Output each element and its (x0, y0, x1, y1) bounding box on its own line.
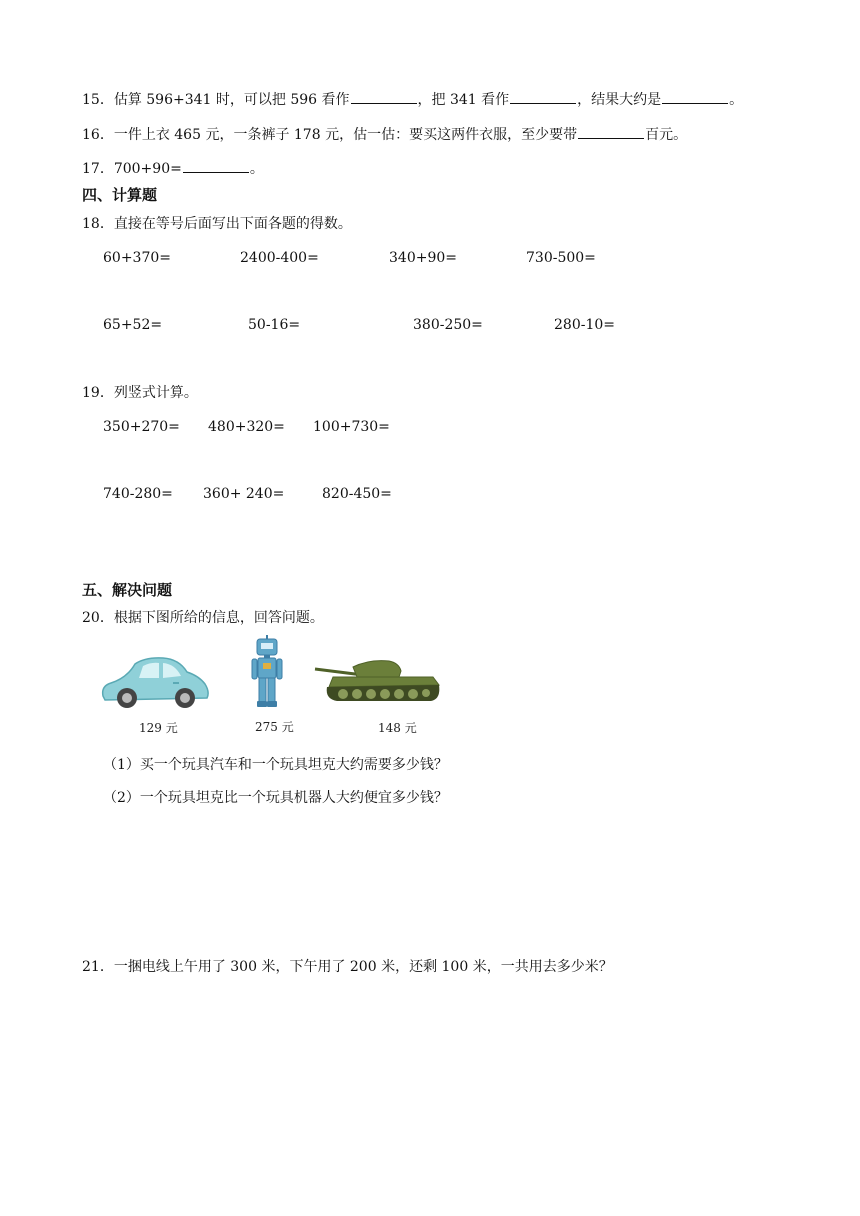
calc-item: 350+270= (103, 419, 180, 435)
calc-item: 820-450= (322, 486, 392, 502)
question-20 (82, 608, 324, 628)
calc-item: 360+ 240= (203, 486, 285, 502)
calc-item: 50-16= (248, 317, 301, 333)
answer-blank[interactable] (510, 89, 576, 104)
question-text: 估算 596+341 时，可以把 596 看作 (113, 92, 350, 108)
question-18 (82, 214, 352, 234)
toy-car-icon (99, 656, 211, 710)
question-text: 一件上衣 465 元，一条裤子 178 元，估一估：要买这两件衣服，至少要带 (113, 127, 578, 143)
calc-item: 60+370= (103, 250, 171, 266)
question-16 (82, 124, 687, 145)
question-text: 。 (729, 92, 744, 108)
question-15 (82, 89, 743, 110)
price-label: 129 元 (139, 721, 178, 735)
toy-tank-icon (313, 655, 441, 707)
answer-blank[interactable] (351, 89, 417, 104)
calc-item: 65+52= (103, 317, 163, 333)
question-17 (82, 158, 264, 179)
question-number: 15． (82, 92, 114, 108)
section-heading: 五、解决问题 (82, 581, 173, 599)
calc-item: 100+730= (313, 419, 390, 435)
calc-item: 340+90= (389, 250, 457, 266)
question-number: 19． (82, 385, 114, 401)
question-number: 17． (82, 161, 114, 177)
section-heading: 四、计算题 (82, 186, 158, 204)
price-label: 275 元 (255, 720, 294, 734)
question-number: 18． (82, 216, 114, 232)
calc-item: 2400-400= (240, 250, 319, 266)
question-number: 20． (82, 610, 114, 626)
question-number: 16． (82, 127, 114, 143)
question-text: 700+90= (113, 161, 182, 177)
answer-blank[interactable] (183, 158, 249, 173)
sub-question-2: （2）一个玩具坦克比一个玩具机器人大约便宜多少钱？ (103, 790, 448, 806)
price-label: 148 元 (378, 721, 417, 735)
question-text: ，把 341 看作 (417, 92, 510, 108)
question-text: 根据下图所给的信息，回答问题。 (113, 610, 324, 626)
calc-item: 740-280= (103, 486, 173, 502)
answer-blank[interactable] (662, 89, 728, 104)
question-text: 直接在等号后面写出下面各题的得数。 (113, 216, 352, 232)
question-text: 百元。 (645, 127, 688, 143)
question-19 (82, 383, 198, 403)
question-text: 列竖式计算。 (113, 385, 198, 401)
sub-question-1: （1）买一个玩具汽车和一个玩具坦克大约需要多少钱？ (103, 757, 448, 773)
calc-item: 730-500= (526, 250, 596, 266)
answer-blank[interactable] (578, 124, 644, 139)
question-number: 21． (82, 959, 114, 975)
calc-item: 280-10= (554, 317, 615, 333)
toy-robot-icon (250, 635, 284, 709)
question-text: 一捆电线上午用了 300 米，下午用了 200 米，还剩 100 米，一共用去多少米？ (113, 959, 613, 975)
question-text: 。 (249, 161, 264, 177)
question-text: ，结果大约是 (577, 92, 662, 108)
calc-item: 380-250= (413, 317, 483, 333)
question-21 (82, 957, 613, 977)
calc-item: 480+320= (208, 419, 285, 435)
